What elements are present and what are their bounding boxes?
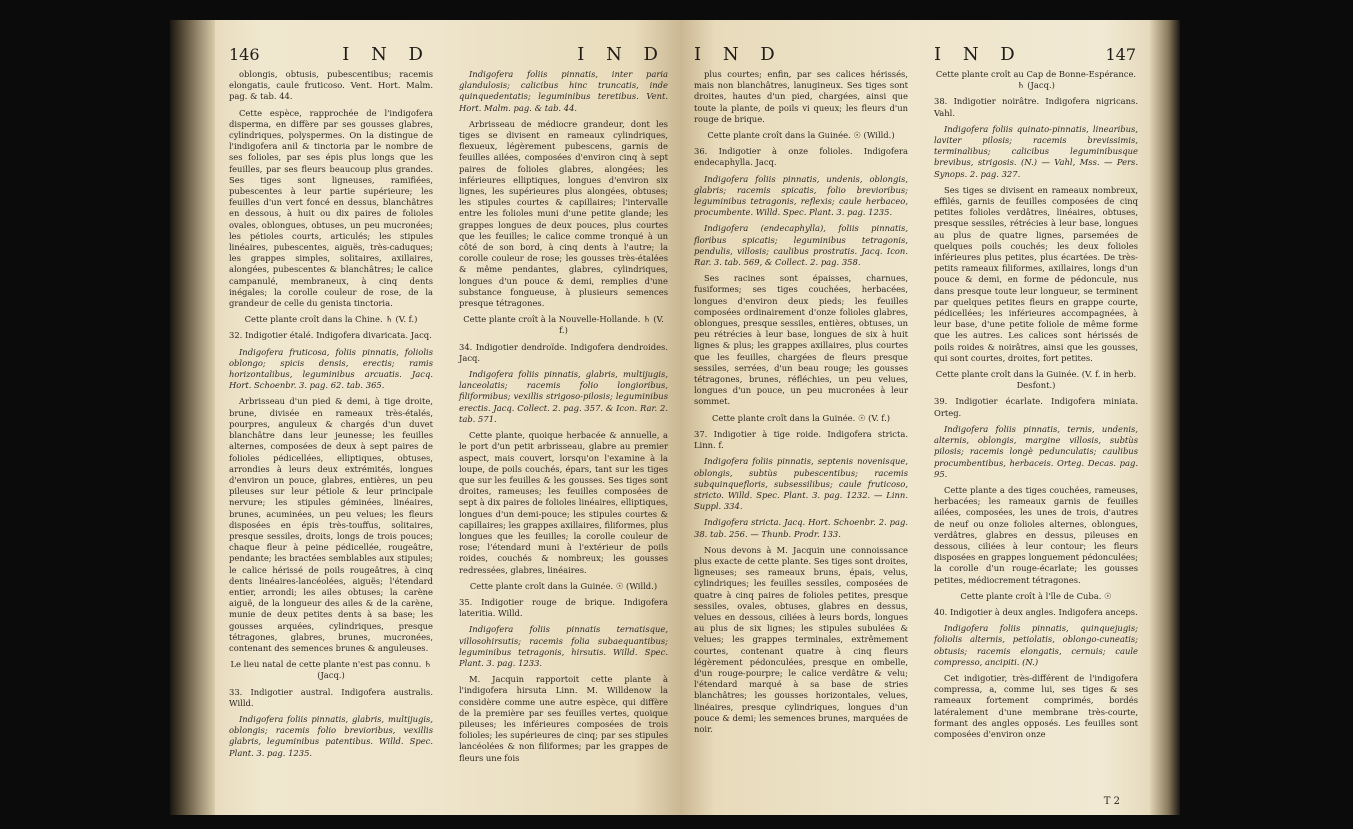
left-running-title-b: I N D — [577, 44, 666, 65]
right-page-number: 147 — [1105, 45, 1136, 64]
text-column-3 — [680, 69, 920, 735]
paragraph: 39. Indigotier écarlate. Indigofera miniata. Orteg. — [934, 396, 1138, 418]
paragraph: oblongis, obtusis, pubescentibus; racemis elongatis, caule fruticoso. Vent. Hort. Malm. pag. & tab. 44. — [229, 69, 433, 102]
paragraph: Cette plante croît au Cap de Bonne-Espérance. ♄ (Jacq.) — [935, 69, 1137, 91]
paragraph: M. Jacquin rapportoit cette plante à l'indigofera hirsuta Linn. M. Willdenow la considère comme une autre espèce, qui diffère de la première par ses feuilles vertes, quoique pileuses; les inférieures composées de trois folioles; les supérieures de cinq; par ses stipules lancéolées & non filiformes; par les grappes de fleurs une fois — [459, 674, 668, 763]
paragraph: Indigofera foliis pinnatis, glabris, multijugis, oblongis; racemis folio brevioribus, vexillis glabris, leguminibus patentibus. Willd. Spec. Plant. 3. pag. 1235. — [229, 713, 433, 758]
paragraph: Indigofera foliis quinato-pinnatis, linearibus, laviter pilosis; racemis brevissimis, terminalibus; calicibus leguminibusque brevibus, strigosis. (N.) — Vahl, Mss. — Pers. Synops. 2. pag. 327. — [934, 123, 1138, 179]
text-column-2 — [445, 69, 680, 764]
paragraph: Cette plante croît dans la Guinée. ☉ (Willd.) — [707, 130, 895, 141]
paragraph: Indigofera foliis pinnatis, undenis, oblongis, glabris; racemis spicatis, folio brevioribus; leguminibus tetragonis, reflexis; caule herbaceo, procumbente. Willd. Spec. Plant. 3. pag. 1235. — [694, 173, 908, 218]
paragraph: Arbrisseau d'un pied & demi, à tige droite, brune, divisée en rameaux très-étalés, pourpres, anguleux & chargés d'un duvet blanchâtre dans leur jeunesse; les feuilles alternes, composées de deux à sept paires de folioles pédicellées, elliptiques, obtuses, arrondies à leurs deux extrémités, longues d'environ un pouce, glabres, entières, un peu pileuses sur leur pétiole & leur principale nervure; les stipules géminées, linéaires, brunes, acuminées, un peu velues; les fleurs disposées en épis très-touffus, solitaires, presque sessiles, droits, longs de trois pouces; chaque fleur à peine pédicellée, rougeâtre, pendante; les bractées semblables aux stipules; le calice hérissé de poils rougeâtres, à cinq dents linéaires-lancéolées, aiguës; l'étendard entier, arrondi; les ailes obtuses; la carène aiguë, de la longueur des ailes & de la carène, munie de deux petites dents à sa base; les gousses arquées, cylindriques, presque tétragones, glabres, brunes, mucronées, contenant des semences brunes & anguleuses. — [229, 396, 433, 653]
left-page-column-2 — [445, 20, 680, 815]
left-page-number: 146 — [229, 45, 260, 64]
left-page-edge — [170, 20, 215, 815]
paragraph: Indigofera fruticosa, foliis pinnatis, foliolis oblongo; spicis densis, erectis; ramis horizontalibus, leguminibus arcuatis. Jacq. Hort. Schoenbr. 3. pag. 62. tab. 365. — [229, 346, 433, 391]
paragraph: 40. Indigotier à deux angles. Indigofera anceps. — [934, 606, 1138, 617]
paragraph: Ses tiges se divisent en rameaux nombreux, effilés, garnis de feuilles composées de cinq petites folioles verdâtres, linéaires, obtuses, presque sessiles, rétrécies à leur base, longues au plus de quatre lignes, parsemées de quelques poils couchés; les deux folioles inférieures plus petites, plus écartées. De très-petits rameaux filiformes, axillaires, longs d'un pouce & demi, en forme de pédoncule, nus dans presque toute leur longueur, se terminent par quelques petites fleurs en grappe courte, pédicellées; les inférieures accompagnées, à leur base, d'une petite foliole de même forme que les autres. Les calices sont hérissés de poils roides & noirâtres, ainsi que les gousses, qui sont courtes, droites, fort petites. — [934, 184, 1138, 363]
paragraph: Indigofera foliis pinnatis, inter paria glandulosis; calicibus hinc truncatis, inde quinquedentatis; leguminibus teretibus. Vent. Hort. Malm. pag. & tab. 44. — [459, 69, 668, 113]
paragraph: 37. Indigotier à tige roide. Indigofera stricta. Linn. f. — [694, 428, 908, 451]
paragraph: Indigofera stricta. Jacq. Hort. Schoenbr. 2. pag. 38. tab. 256. — Thunb. Prodr. 133. — [694, 517, 908, 539]
right-running-title-b: I N D — [694, 44, 783, 65]
left-page-header — [215, 20, 445, 69]
paragraph: Cette plante croît à la Nouvelle-Hollande. ♄ (V. f.) — [463, 314, 664, 336]
paragraph: Le lieu natal de cette plante n'est pas connu. ♄ (Jacq.) — [230, 659, 432, 681]
right-page-column-2 — [920, 20, 1150, 815]
left-page-column-1 — [215, 20, 445, 815]
right-page-edge — [1150, 20, 1180, 815]
paragraph: Indigofera foliis pinnatis, quinquejugis; foliolis alternis, petiolatis, oblongo-cuneatis; obtusis; racemis elongatis, cernuis; caule compresso, ancipiti. (N.) — [934, 623, 1138, 667]
left-running-title: I N D — [342, 44, 431, 65]
paragraph: 33. Indigotier austral. Indigofera australis. Willd. — [229, 686, 433, 708]
signature-mark: T 2 — [1103, 796, 1120, 807]
text-column-4 — [920, 69, 1150, 740]
paragraph: Cet indigotier, très-différent de l'indigofera compressa, a, comme lui, ses tiges & ses rameaux fortement comprimés, bordés latéralement d'une membrane très-courte, formant des angles opposés. Les feuilles sont composées d'environ onze — [934, 672, 1138, 739]
paragraph: plus courtes; enfin, par ses calices hérissés, mais non blanchâtres, lanugineux. Ses tiges sont droites, hautes d'un pied, chargées, ainsi que toute la plante, de poils vi queux; les fleurs d'un rouge de brique. — [694, 69, 908, 124]
right-page-header — [920, 20, 1150, 69]
open-book — [170, 20, 1180, 815]
left-page-header-b — [445, 20, 680, 69]
text-column-1 — [215, 69, 445, 759]
paragraph: Cette plante croît dans la Guinée. ☉ (Willd.) — [469, 580, 658, 591]
paragraph: Arbrisseau de médiocre grandeur, dont les tiges se divisent en rameaux cylindriques, flexueux, légèrement pubescens, garnis de feuilles ailées, composées d'environ cinq à sept paires de folioles glabres, alongées; les inférieures elliptiques, longues d'environ six lignes, les supérieures plus alongées, obtuses; les stipules courtes & capillaires; l'intervalle entre les folioles muni d'une petite glande; les grappes longues de deux pouces, plus courtes que les feuilles; le calice comme tronqué à un côté de son bord, à cinq dents à l'autre; la corolle couleur de rose; les gousses très-étalées & même pendantes, glabres, cylindriques, longues d'un pouce & demi, remplies d'une substance fongueuse, à plusieurs semences presque tétragones. — [459, 118, 668, 309]
paragraph: Cette plante croît dans la Chine. ♄ (V. f.) — [244, 314, 418, 325]
paragraph: Indigofera foliis pinnatis, ternis, undenis, alternis, oblongis, margine villosis, subtùs pilosis; racemis longè pedunculatis; caulibus procumbentibus, herbaceis. Orteg. Decas. pag. 95. — [934, 423, 1138, 479]
paragraph: 32. Indigotier étalé. Indigofera divaricata. Jacq. — [229, 330, 432, 341]
paragraph: Cette plante, quoique herbacée & annuelle, a le port d'un petit arbrisseau, glabre au premier aspect, mais couvert, lorsqu'on l'examine à la loupe, de poils couchés, épars, tant sur les tiges que sur les feuilles & les gousses. Ses tiges sont droites, rameuses; les feuilles composées de sept à dix paires de folioles linéaires, elliptiques, longues d'un demi-pouce; les stipules courtes & capillaires; les grappes axillaires, filiformes, plus longues que les feuilles; la corolle couleur de rose; l'étendard muni à l'extérieur de poils roides, couchés & nombreux; les gousses redressées, glabres, linéaires. — [459, 430, 668, 575]
paragraph: Indigofera foliis pinnatis, glabris, multijugis, lanceolatis; racemis folio longioribus, filiformibus; vexillis strigoso-pilosis; leguminibus erectis. Jacq. Collect. 2. pag. 357. & Icon. Rar. 2. tab. 571. — [459, 369, 668, 424]
paragraph: 34. Indigotier dendroïde. Indigofera dendroides. Jacq. — [459, 341, 668, 363]
right-page-column-1 — [680, 20, 920, 815]
paragraph: 38. Indigotier noirâtre. Indigofera nigricans. Vahl. — [934, 96, 1138, 118]
paragraph: 36. Indigotier à onze folioles. Indigofera endecaphylla. Jacq. — [694, 146, 908, 168]
paragraph: Indigofera foliis pinnatis ternatisque, villosohirsutis; racemis folia subaequantibus; leguminibus tetragonis, hirsutis. Willd. Spec. Plant. 3. pag. 1233. — [459, 624, 668, 668]
right-running-title: I N D — [934, 44, 1023, 65]
paragraph: Cette plante a des tiges couchées, rameuses, herbacées; les rameaux garnis de feuilles ailées, composées, les unes de trois, d'autres de neuf ou onze folioles alternes, oblongues, verdâtres, glabres en dessus, pileuses en dessous, ciliées à leur contour; les fleurs disposées en grappes longuement pédonculées; la corolle d'un rouge-écarlate; les gousses petites, médiocrement tétragones. — [934, 484, 1138, 585]
paragraph: Indigofera (endecaphylla), foliis pinnatis, floribus spicatis; leguminibus tetragonis, pendulis, villosis; caulibus prostratis. Jacq. Icon. Rar. 3. tab. 569, & Collect. 2. pag. 358. — [694, 223, 908, 268]
paragraph: Cette plante croît dans la Guinée. (V. f. in herb. Desfont.) — [935, 369, 1137, 391]
paragraph: Cette plante croît à l'île de Cuba. ☉ — [960, 590, 1112, 601]
right-page-header-b — [680, 20, 920, 69]
paragraph: Indigofera foliis pinnatis, septenis novenisque, oblongis, subtùs pubescentibus; racemis subquinquefloris, subsessilibus; caule fruticoso, stricto. Willd. Spec. Plant. 3. pag. 1232. — Linn. Suppl. 334. — [694, 456, 908, 512]
paragraph: Ses racines sont épaisses, charnues, fusiformes; ses tiges couchées, herbacées, longues d'environ deux pieds; les feuilles composées ordinairement d'onze folioles glabres, oblongues, presque sessiles, entières, obtuses, un peu rétrécies à leur base, longues de six à huit lignes & plus; les grappes axillaires, plus courtes que les feuilles, chargées de fleurs presque sessiles, serrées, d'un beau rouge; les gousses tétragones, brunes, réfléchies, un peu velues, longues d'un pouce, un peu mucronées à leur sommet. — [694, 273, 908, 407]
paragraph: Cette espèce, rapprochée de l'indigofera disperma, en diffère par ses gousses glabres, cylindriques, polyspermes. On la distingue de l'indigofera anil & tinctoria par le nombre de ses folioles, par ses épis plus longs que les feuilles, par ses fleurs beaucoup plus grandes. Ses tiges sont ligneuses, ramifiées, pubescentes à leur partie supérieure; les feuilles d'un vert foncé en dessus, blanchâtres en dessous, à huit ou dix paires de folioles ovales, oblongues, obtuses, un peu mucronées; les pétioles courts, articulés; les stipules linéaires, pubescentes, aiguës, très-caduques; les grappes simples, solitaires, axillaires, alongées, pubescentes & blanchâtres; le calice campanulé, membraneux, à cinq dents inégales; la corolle couleur de rose, de la grandeur de celle du genista tinctoria. — [229, 107, 433, 309]
paragraph: 35. Indigotier rouge de brique. Indigofera lateritia. Willd. — [459, 596, 668, 619]
paragraph: Cette plante croît dans la Guinée. ☉ (V. f.) — [711, 412, 891, 423]
paragraph: Nous devons à M. Jacquin une connoissance plus exacte de cette plante. Ses tiges sont droites, ligneuses; ses rameaux bruns, épais, velus, cylindriques; les feuilles sessiles, composées de quatre à cinq paires de folioles petites, presque sessiles, ovales, obtuses, glabres en dessus, velues en dessous, ciliées à leurs bords, longues au plus de six lignes; les stipules subulées & velues; les grappes terminales, extrêmement courtes, contenant quatre à cinq fleurs légèrement pédonculées, presque en ombelle, d'un rouge-pourpre; le calice verdâtre & velu; l'étendard marqué à sa base de stries blanchâtres; les gousses horizontales, velues, linéaires, presque cylindriques, longues d'un pouce & demi; les semences brunes, marquées de noir. — [694, 544, 908, 734]
